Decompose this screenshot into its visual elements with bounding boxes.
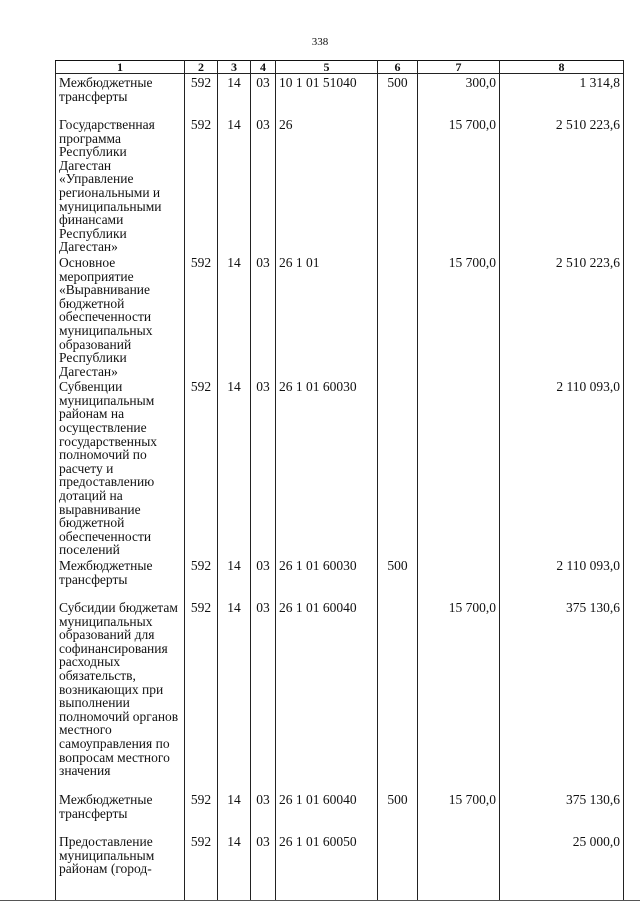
cell-col3: 14 bbox=[218, 74, 251, 117]
cell-col3: 14 bbox=[218, 791, 251, 833]
cell-col3: 14 bbox=[218, 833, 251, 901]
cell-col5: 26 1 01 60050 bbox=[276, 833, 378, 901]
cell-col6 bbox=[378, 378, 418, 557]
cell-col7 bbox=[418, 378, 500, 557]
cell-col6: 500 bbox=[378, 791, 418, 833]
table-row bbox=[56, 599, 624, 791]
cell-col5: 26 1 01 bbox=[276, 254, 378, 378]
cell-col8: 1 314,8 bbox=[500, 74, 624, 117]
cell-col6: 500 bbox=[378, 74, 418, 117]
column-header: 7 bbox=[418, 61, 500, 74]
cell-col7 bbox=[418, 557, 500, 599]
cell-col4: 03 bbox=[251, 791, 276, 833]
cell-col6 bbox=[378, 116, 418, 254]
table-row bbox=[56, 378, 624, 557]
cell-col3: 14 bbox=[218, 378, 251, 557]
cell-col3: 14 bbox=[218, 254, 251, 378]
cell-col2: 592 bbox=[185, 833, 218, 901]
table-row bbox=[56, 791, 624, 833]
cell-col8: 375 130,6 bbox=[500, 791, 624, 833]
page-bottom-edge bbox=[0, 900, 640, 901]
column-header: 4 bbox=[251, 61, 276, 74]
row-name: Основное мероприятие «Выравнивание бюджетной обеспеченности муниципальных образований Республики Дагестан» bbox=[56, 254, 185, 378]
cell-col6 bbox=[378, 833, 418, 901]
cell-col4: 03 bbox=[251, 378, 276, 557]
row-name: Межбюджетные трансферты bbox=[56, 791, 185, 833]
budget-table bbox=[55, 60, 624, 901]
header-row bbox=[56, 61, 624, 74]
row-name: Государственная программа Республики Дагестан «Управление региональными и муниципальными финансами Республики Дагестан» bbox=[56, 116, 185, 254]
cell-col2: 592 bbox=[185, 74, 218, 117]
table-row bbox=[56, 116, 624, 254]
column-header: 8 bbox=[500, 61, 624, 74]
cell-col4: 03 bbox=[251, 599, 276, 791]
cell-col2: 592 bbox=[185, 599, 218, 791]
column-header: 2 bbox=[185, 61, 218, 74]
column-header: 6 bbox=[378, 61, 418, 74]
cell-col2: 592 bbox=[185, 116, 218, 254]
cell-col2: 592 bbox=[185, 378, 218, 557]
cell-col7: 15 700,0 bbox=[418, 116, 500, 254]
cell-col7: 15 700,0 bbox=[418, 599, 500, 791]
cell-col8: 2 110 093,0 bbox=[500, 557, 624, 599]
table-row bbox=[56, 557, 624, 599]
table-row bbox=[56, 74, 624, 117]
cell-col7 bbox=[418, 833, 500, 901]
cell-col4: 03 bbox=[251, 833, 276, 901]
cell-col3: 14 bbox=[218, 599, 251, 791]
row-name: Субвенции муниципальным районам на осуществление государственных полномочий по расчету и предоставлению дотаций на выравнивание бюджетной обеспеченности поселений bbox=[56, 378, 185, 557]
cell-col7: 15 700,0 bbox=[418, 791, 500, 833]
cell-col5: 26 1 01 60040 bbox=[276, 599, 378, 791]
cell-col4: 03 bbox=[251, 74, 276, 117]
cell-col5: 26 1 01 60040 bbox=[276, 791, 378, 833]
cell-col3: 14 bbox=[218, 557, 251, 599]
cell-col5: 10 1 01 51040 bbox=[276, 74, 378, 117]
cell-col8: 2 110 093,0 bbox=[500, 378, 624, 557]
row-name: Межбюджетные трансферты bbox=[56, 557, 185, 599]
page-number: 338 bbox=[311, 36, 329, 48]
cell-col2: 592 bbox=[185, 791, 218, 833]
cell-col4: 03 bbox=[251, 254, 276, 378]
cell-col6 bbox=[378, 254, 418, 378]
cell-col2: 592 bbox=[185, 254, 218, 378]
cell-col8: 25 000,0 bbox=[500, 833, 624, 901]
table-row bbox=[56, 254, 624, 378]
cell-col4: 03 bbox=[251, 116, 276, 254]
cell-col8: 2 510 223,6 bbox=[500, 254, 624, 378]
cell-col8: 375 130,6 bbox=[500, 599, 624, 791]
cell-col5: 26 bbox=[276, 116, 378, 254]
table-row bbox=[56, 833, 624, 901]
cell-col7: 15 700,0 bbox=[418, 254, 500, 378]
row-name: Предоставление муниципальным районам (город- bbox=[56, 833, 185, 901]
cell-col5: 26 1 01 60030 bbox=[276, 557, 378, 599]
cell-col2: 592 bbox=[185, 557, 218, 599]
cell-col6 bbox=[378, 599, 418, 791]
cell-col4: 03 bbox=[251, 557, 276, 599]
cell-col3: 14 bbox=[218, 116, 251, 254]
column-header: 1 bbox=[56, 61, 185, 74]
cell-col8: 2 510 223,6 bbox=[500, 116, 624, 254]
column-header: 5 bbox=[276, 61, 378, 74]
column-header: 3 bbox=[218, 61, 251, 74]
cell-col5: 26 1 01 60030 bbox=[276, 378, 378, 557]
row-name: Субсидии бюджетам муниципальных образований для софинансирования расходных обязательств, возникающих при выполнении полномочий органов местного самоуправления по вопросам местного значения bbox=[56, 599, 185, 791]
row-name: Межбюджетные трансферты bbox=[56, 74, 185, 117]
cell-col6: 500 bbox=[378, 557, 418, 599]
cell-col7: 300,0 bbox=[418, 74, 500, 117]
